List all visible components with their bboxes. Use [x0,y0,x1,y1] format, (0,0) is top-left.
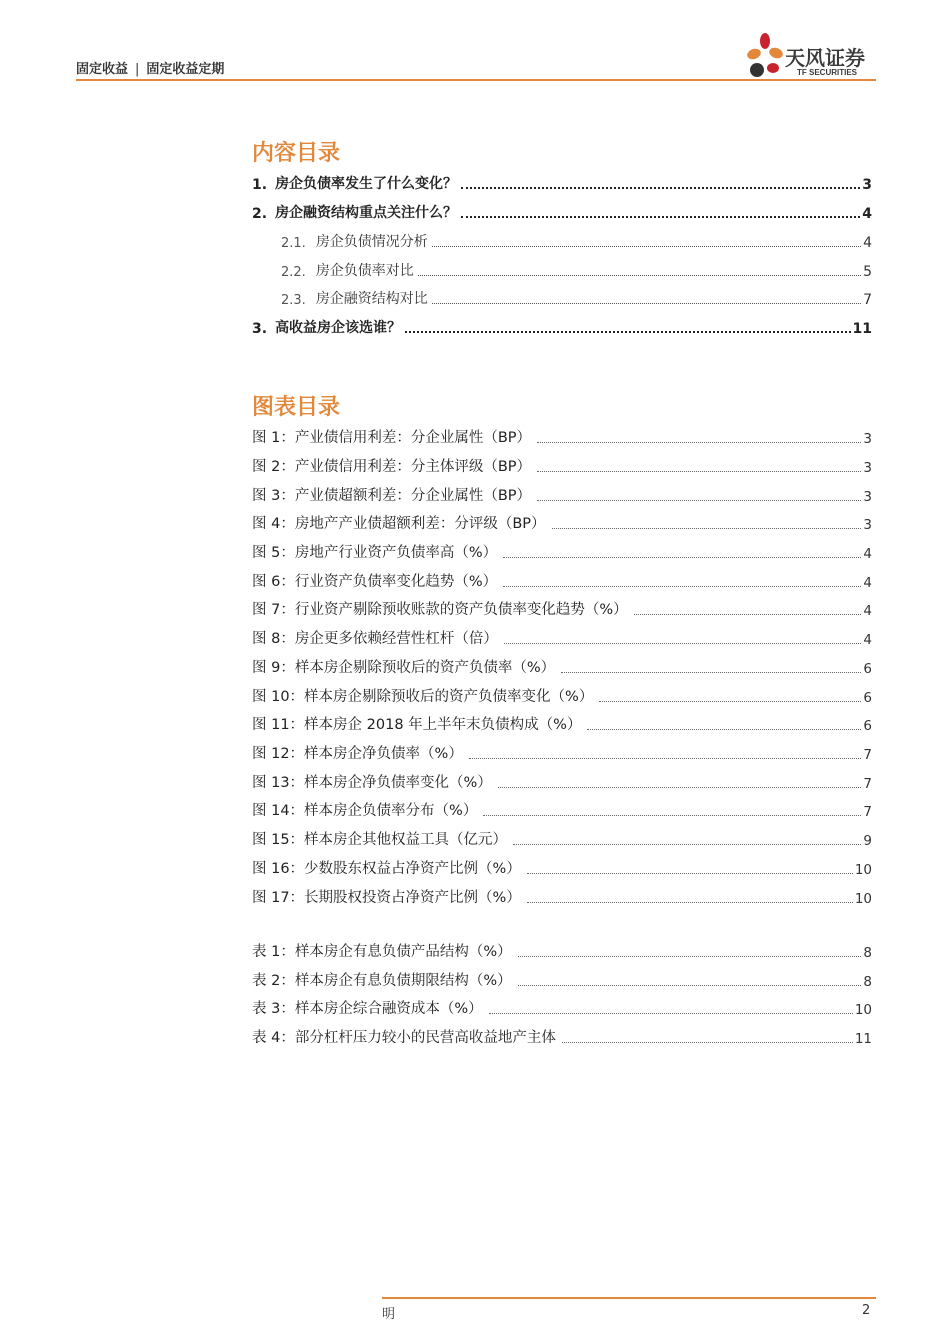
toc-title: 内容目录 [252,141,341,166]
figure-page-number: 6 [863,718,872,734]
figure-page-number: 3 [863,431,872,447]
figure-entry[interactable]: 图 3：产业债超额利差：分企业属性（BP） 3 [252,488,872,505]
dot-leader [527,873,853,874]
toc-item[interactable]: 3. 高收益房企该选谁？ 11 [252,320,872,337]
table-entry[interactable]: 表 1：样本房企有息负债产品结构（%） 8 [252,944,872,961]
figure-page-number: 4 [863,575,872,591]
figure-page-number: 9 [863,833,872,849]
toc-page-number: 5 [863,264,872,280]
toc-subitem[interactable]: 2.2. 房企负债率对比 5 [281,263,872,280]
figure-page-number: 6 [863,661,872,677]
footer-divider [382,1297,876,1299]
figure-page-number: 7 [863,776,872,792]
dot-leader [498,787,862,788]
dot-leader [461,216,860,218]
table-entry[interactable]: 表 3：样本房企综合融资成本（%） 10 [252,1001,872,1018]
toc-page-number: 11 [852,321,872,337]
company-logo [745,30,880,82]
figure-entry[interactable]: 图 2：产业债信用利差：分主体评级（BP） 3 [252,459,872,476]
dot-leader [432,303,861,304]
logo-text-cn: 天风证券 [785,46,865,70]
table-page-number: 8 [863,945,872,961]
dot-leader [527,902,853,903]
logo-text-en: TF SECURITIES [797,68,858,77]
toc-page-number: 4 [863,235,872,251]
page-number: 2 [862,1303,871,1318]
figure-entry[interactable]: 图 1：产业债信用利差：分企业属性（BP） 3 [252,430,872,447]
figure-entry[interactable]: 图 9：样本房企剔除预收后的资产负债率（%） 6 [252,660,872,677]
dot-leader [461,187,860,189]
dot-leader [503,586,861,587]
dot-leader [489,1013,853,1014]
figure-page-number: 10 [854,862,872,878]
dot-leader [537,442,861,443]
figure-entry[interactable]: 图 4：房地产产业债超额利差：分评级（BP） 3 [252,516,872,533]
figure-page-number: 4 [863,603,872,619]
header-divider [76,79,876,81]
dot-leader [561,672,861,673]
figure-entry[interactable]: 图 12：样本房企净负债率（%） 7 [252,746,872,763]
toc-subitem[interactable]: 2.3. 房企融资结构对比 7 [281,291,872,308]
figure-entry[interactable]: 图 15：样本房企其他权益工具（亿元） 9 [252,832,872,849]
figure-entry[interactable]: 图 11：样本房企 2018 年上半年末负债构成（%） 6 [252,717,872,734]
figure-entry[interactable]: 图 6：行业资产负债率变化趋势（%） 4 [252,574,872,591]
figure-page-number: 4 [863,546,872,562]
figures-title: 图表目录 [252,395,341,420]
figure-entry[interactable]: 图 13：样本房企净负债率变化（%） 7 [252,775,872,792]
toc-page-number: 3 [862,177,872,193]
dot-leader [562,1042,853,1043]
figure-entry[interactable]: 图 5：房地产行业资产负债率高（%） 4 [252,545,872,562]
table-entry[interactable]: 表 4：部分杠杆压力较小的民营高收益地产主体 11 [252,1030,872,1047]
table-page-number: 10 [854,1002,872,1018]
header-separator: | [135,62,140,77]
figure-page-number: 3 [863,517,872,533]
dot-leader [599,701,861,702]
dot-leader [518,956,862,957]
dot-leader [469,758,862,759]
dot-leader [587,729,861,730]
table-page-number: 11 [854,1031,872,1047]
header-category: 固定收益 [76,62,129,77]
table-page-number: 8 [863,974,872,990]
dot-leader [504,643,862,644]
dot-leader [432,246,861,247]
figure-page-number: 6 [863,690,872,706]
toc-item[interactable]: 1. 房企负债率发生了什么变化？ 3 [252,176,872,193]
dot-leader [537,500,861,501]
figure-entry[interactable]: 图 7：行业资产剔除预收账款的资产负债率变化趋势（%） 4 [252,602,872,619]
figure-page-number: 3 [863,489,872,505]
dot-leader [552,528,862,529]
figure-entry[interactable]: 图 17：长期股权投资占净资产比例（%） 10 [252,890,872,907]
header-subcategory: 固定收益定期 [146,62,225,77]
figure-page-number: 7 [863,747,872,763]
dot-leader [634,614,862,615]
dot-leader [418,275,861,276]
flower-logo-icon [745,30,785,82]
table-entry[interactable]: 表 2：样本房企有息负债期限结构（%） 8 [252,973,872,990]
figure-entry[interactable]: 图 8：房企更多依赖经营性杠杆（倍） 4 [252,631,872,648]
figure-page-number: 4 [863,632,872,648]
dot-leader [405,331,850,333]
dot-leader [503,557,861,558]
toc-item[interactable]: 2. 房企融资结构重点关注什么？ 4 [252,205,872,222]
figure-entry[interactable]: 图 10：样本房企剔除预收后的资产负债率变化（%） 6 [252,689,872,706]
dot-leader [537,471,861,472]
page-header [76,58,224,77]
toc-subitem[interactable]: 2.1. 房企负债情况分析 4 [281,234,872,251]
figure-page-number: 10 [854,891,872,907]
figure-page-number: 7 [863,804,872,820]
figure-entry[interactable]: 图 16：少数股东权益占净资产比例（%） 10 [252,861,872,878]
dot-leader [483,815,861,816]
figure-entry[interactable]: 图 14：样本房企负债率分布（%） 7 [252,803,872,820]
toc-page-number: 7 [863,292,872,308]
dot-leader [513,844,861,845]
figure-page-number: 3 [863,460,872,476]
dot-leader [518,985,862,986]
toc-page-number: 4 [862,206,872,222]
footer-text: 明 [382,1307,396,1322]
